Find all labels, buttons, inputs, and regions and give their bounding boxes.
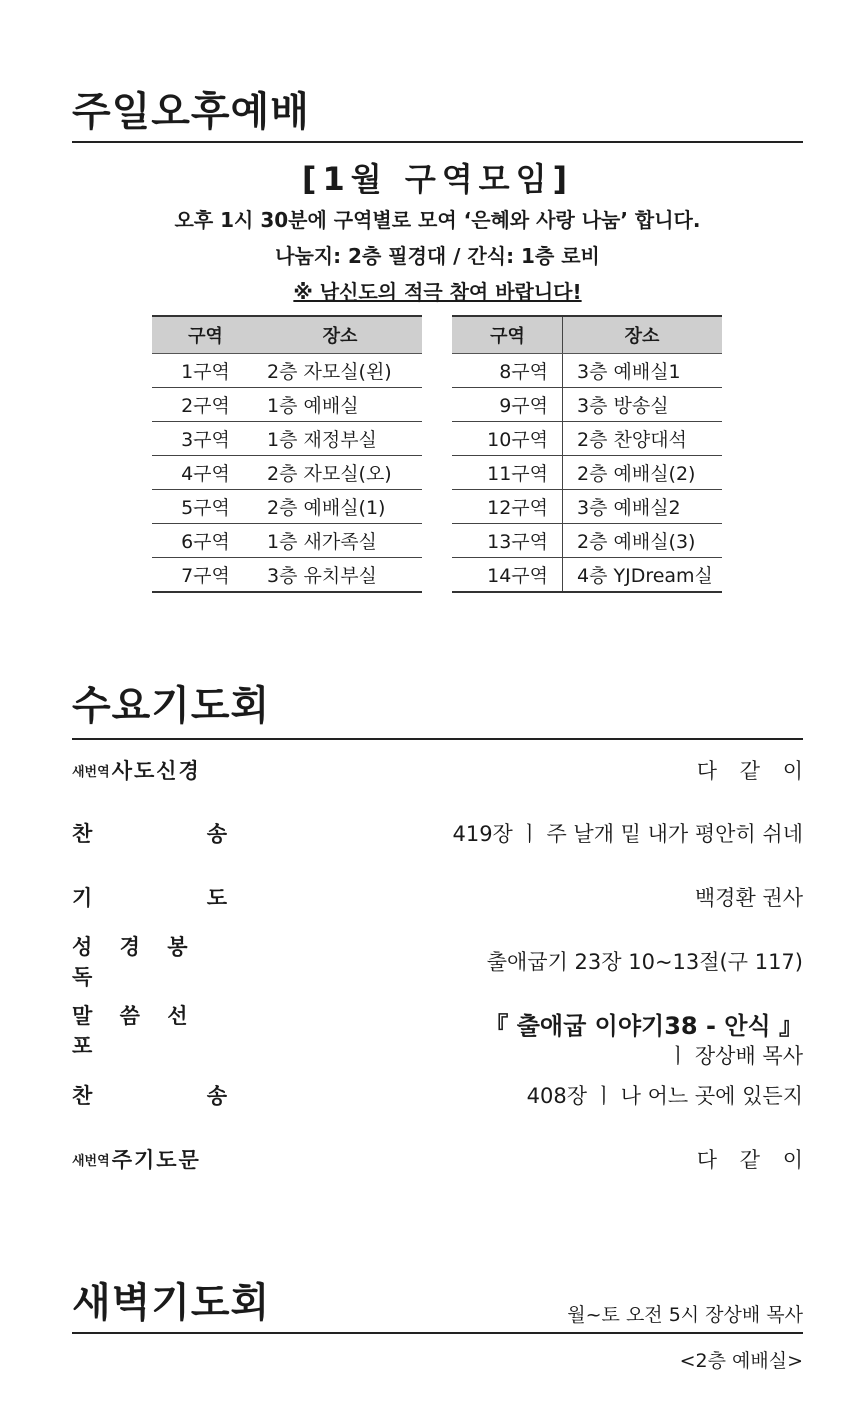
place-cell: 1층 예배실	[259, 388, 422, 422]
district-cell: 6구역	[152, 524, 259, 558]
table-row	[152, 490, 422, 524]
place-cell: 2층 자모실(왼)	[259, 354, 422, 388]
sunday-section-title: 주일오후예배	[72, 89, 310, 135]
wednesday-section-title: 수요기도회	[72, 683, 271, 729]
reading-label: 성 경 봉 독	[72, 935, 198, 989]
district-cell: 8구역	[452, 354, 563, 388]
district-table-right	[452, 315, 722, 593]
district-header: 구역	[152, 316, 259, 354]
district-cell: 14구역	[452, 558, 563, 593]
hymn1-label-b: 송	[206, 822, 227, 846]
creed-prefix: 새번역	[72, 764, 110, 780]
table-row	[152, 558, 422, 593]
hymn2-label-b: 송	[206, 1084, 227, 1108]
table-row	[152, 524, 422, 558]
dawn-title-rule	[72, 1332, 803, 1334]
reading-value: 출애굽기 23장 10~13절(구 117)	[486, 950, 803, 974]
place-cell: 2층 예배실(2)	[563, 456, 723, 490]
place-cell: 2층 찬양대석	[563, 422, 723, 456]
table-row	[452, 524, 722, 558]
table-row	[452, 558, 722, 593]
creed-row	[72, 752, 811, 788]
place-header: 장소	[259, 316, 422, 354]
lords-prayer-prefix: 새번역	[72, 1153, 110, 1169]
meeting-materials-text: 나눔지: 2층 필경대 / 간식: 1층 로비	[275, 244, 600, 268]
sermon-speaker: ㅣ 장상배 목사	[667, 1044, 803, 1068]
table-row	[152, 456, 422, 490]
place-cell: 1층 재정부실	[259, 422, 422, 456]
creed-label: 사도신경	[111, 759, 201, 783]
district-cell: 12구역	[452, 490, 563, 524]
district-table-left	[152, 315, 422, 593]
place-header: 장소	[563, 316, 723, 354]
table-row	[452, 490, 722, 524]
district-cell: 5구역	[152, 490, 259, 524]
district-cell: 13구역	[452, 524, 563, 558]
hymn2-label-a: 찬	[72, 1084, 93, 1108]
district-cell: 9구역	[452, 388, 563, 422]
hymn1-value: 419장 ㅣ 주 날개 밑 내가 평안히 쉬네	[452, 822, 803, 846]
district-header: 구역	[452, 316, 563, 354]
lords-prayer-row	[72, 1141, 811, 1177]
hymn1-row	[72, 815, 803, 851]
prayer-value: 백경환 권사	[694, 886, 803, 910]
district-cell: 2구역	[152, 388, 259, 422]
place-cell: 3층 유치부실	[259, 558, 422, 593]
dawn-info: 월~토 오전 5시 장상배 목사	[567, 1304, 803, 1326]
district-cell: 4구역	[152, 456, 259, 490]
district-cell: 7구역	[152, 558, 259, 593]
wednesday-title-rule	[72, 738, 803, 740]
hymn1-label-a: 찬	[72, 822, 93, 846]
place-cell: 2층 예배실(3)	[563, 524, 723, 558]
creed-value: 다 같 이	[696, 759, 811, 783]
district-cell: 3구역	[152, 422, 259, 456]
reading-row	[72, 935, 803, 989]
meeting-time-text: 오후 1시 30분에 구역별로 모여 ‘은혜와 사랑 나눔’ 합니다.	[174, 208, 701, 232]
prayer-label-a: 기	[72, 886, 93, 910]
sunday-title-rule	[72, 141, 803, 143]
district-cell: 1구역	[152, 354, 259, 388]
district-cell: 10구역	[452, 422, 563, 456]
dawn-place: <2층 예배실>	[679, 1350, 803, 1372]
table-row	[452, 422, 722, 456]
place-cell: 3층 예배실1	[563, 354, 723, 388]
prayer-label-b: 도	[206, 886, 227, 910]
lords-prayer-value: 다 같 이	[696, 1148, 811, 1172]
table-row	[152, 388, 422, 422]
place-cell: 3층 예배실2	[563, 490, 723, 524]
table-row	[152, 354, 422, 388]
place-cell: 2층 자모실(오)	[259, 456, 422, 490]
hymn2-row	[72, 1077, 803, 1113]
sermon-title: 『 출애굽 이야기38 - 안식 』	[484, 1012, 803, 1040]
lords-prayer-label: 주기도문	[111, 1148, 201, 1172]
participation-notice: ※ 남신도의 적극 참여 바랍니다!	[293, 280, 582, 304]
district-meeting-banner: [1월 구역모임]	[301, 160, 574, 198]
sermon-row	[72, 1004, 803, 1070]
prayer-row	[72, 879, 803, 915]
place-cell: 1층 새가족실	[259, 524, 422, 558]
sermon-label: 말 씀 선 포	[72, 1004, 198, 1058]
dawn-section-title: 새벽기도회	[72, 1280, 271, 1326]
table-row	[452, 388, 722, 422]
place-cell: 4층 YJDream실	[563, 558, 723, 593]
district-cell: 11구역	[452, 456, 563, 490]
place-cell: 3층 방송실	[563, 388, 723, 422]
table-row	[152, 422, 422, 456]
table-row	[452, 456, 722, 490]
place-cell: 2층 예배실(1)	[259, 490, 422, 524]
table-row	[452, 354, 722, 388]
hymn2-value: 408장 ㅣ 나 어느 곳에 있든지	[526, 1084, 803, 1108]
